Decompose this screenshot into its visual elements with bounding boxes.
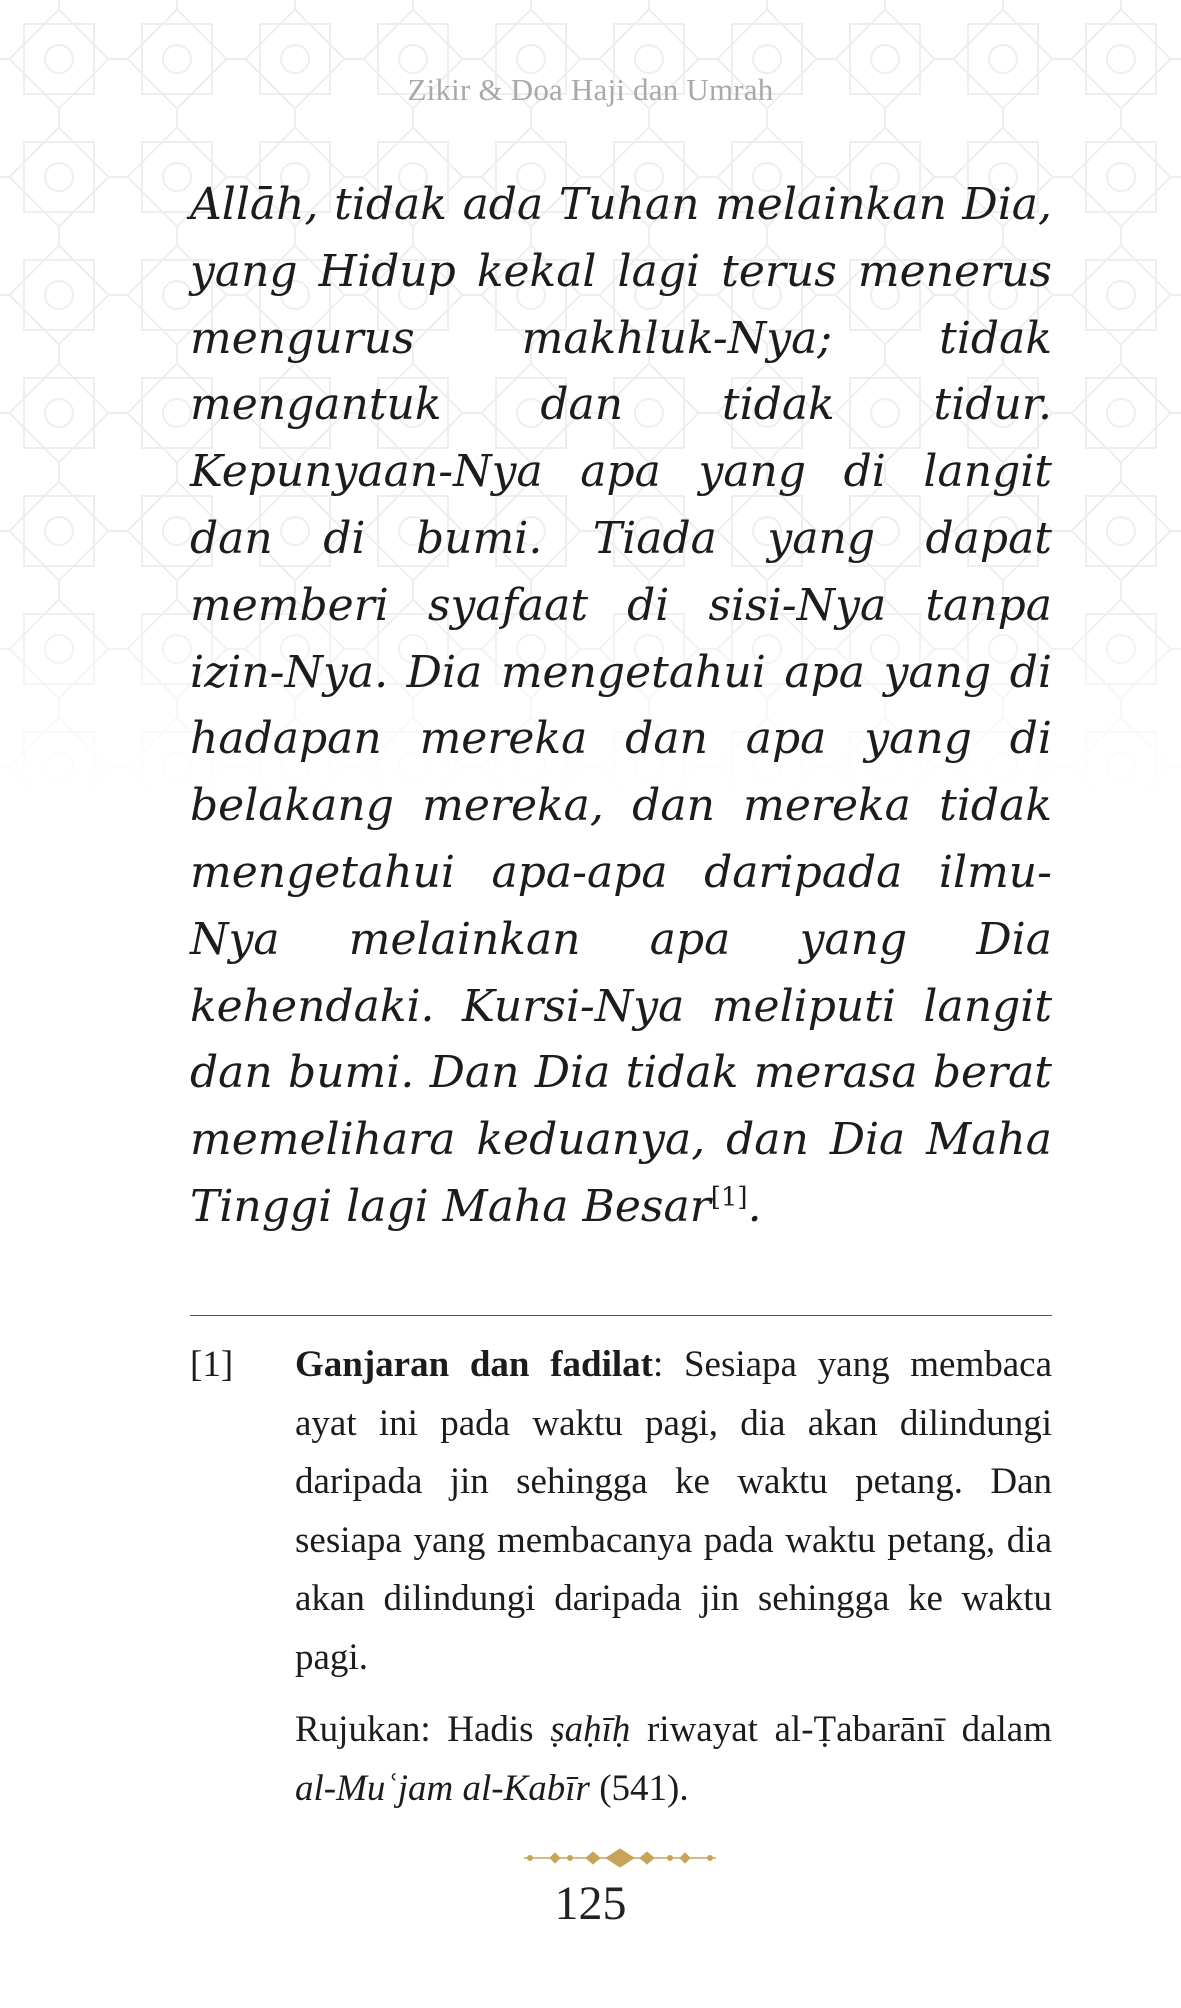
translation-end: .	[747, 1180, 762, 1232]
footnote-marker: [1]	[190, 1344, 234, 1385]
footnote-title: Ganjaran dan fadilat	[295, 1344, 653, 1385]
footnote	[190, 1336, 1052, 1818]
footnote-text: Sesiapa yang membaca ayat ini pada waktu pagi, dia akan dilindungi daripada jin sehingga ke waktu petang. Dan sesiapa yang membacanya pada waktu petang, dia akan dilindungi daripada jin sehingga ke waktu pagi.	[295, 1344, 1052, 1678]
ref-prefix: Rujukan: Hadis	[295, 1709, 551, 1750]
footnote-body	[295, 1336, 1052, 1687]
footnote-divider	[190, 1315, 1052, 1316]
decorative-ornament-icon	[520, 1846, 720, 1870]
running-header: Zikir & Doa Haji dan Umrah	[407, 72, 774, 107]
footnote-reference-line	[295, 1701, 1052, 1818]
footnote-title-colon: :	[652, 1344, 664, 1385]
translation-paragraph	[190, 172, 1052, 1241]
ref-grade: ṣaḥīḥ	[550, 1709, 631, 1750]
ref-middle: riwayat al-Ṭabarānī dalam	[630, 1709, 1053, 1750]
footnote-reference[interactable]: [1]	[710, 1182, 748, 1213]
ref-book-title: al-Muʿjam al-Kabīr	[295, 1767, 590, 1809]
translation-text: Allāh, tidak ada Tuhan melainkan Dia, yang Hidup kekal lagi terus menerus mengurus makhluk-Nya; tidak mengantuk dan tidak tidur. Kepunyaan-Nya apa yang di langit dan di bumi. Tiada yang dapat memberi syafaat di sisi-Nya tanpa izin-Nya. Dia mengetahui apa yang di hadapan mereka dan apa yang di belakang mereka, dan mereka tidak mengetahui apa-apa daripada ilmu-Nya melainkan apa yang Dia kehendaki. Kursi-Nya meliputi langit dan bumi. Dan Dia tidak merasa berat memelihara keduanya, dan Dia Maha Tinggi lagi Maha Besar	[190, 179, 1052, 1232]
ref-suffix: (541).	[589, 1767, 689, 1809]
page-number: 125	[554, 1877, 627, 1930]
